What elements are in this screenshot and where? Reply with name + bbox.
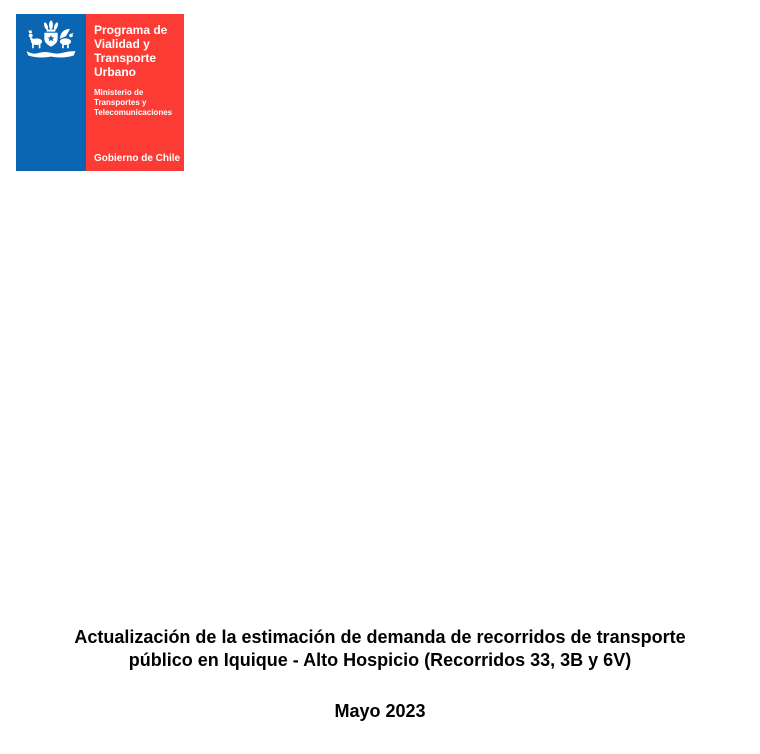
document-title-line: público en Iquique - Alto Hospicio (Recorridos 33, 3B y 6V): [128, 650, 632, 670]
program-name: [94, 23, 180, 79]
program-name-line: Vialidad y: [94, 37, 150, 51]
ministry-name-line: Transportes y: [94, 98, 147, 107]
ministry-name-line: Ministerio de: [94, 88, 144, 97]
document-title-line: Actualización de la estimación de demanda de recorridos de transporte: [74, 627, 686, 647]
government-label: Gobierno de Chile: [94, 153, 181, 164]
program-name-line: Transporte: [94, 51, 157, 65]
program-name-line: Urbano: [94, 65, 136, 79]
ministry-name: [94, 88, 180, 118]
logo-blue-panel: [16, 14, 86, 171]
document-title: [0, 626, 760, 672]
document-date: Mayo 2023: [334, 701, 426, 721]
ministry-name-line: Telecomunicaciones: [94, 108, 173, 117]
chile-coat-of-arms-icon: [23, 20, 79, 60]
gobierno-de-chile-logo: [16, 14, 184, 171]
logo-red-panel: [86, 14, 184, 171]
program-name-line: Programa de: [94, 23, 168, 37]
